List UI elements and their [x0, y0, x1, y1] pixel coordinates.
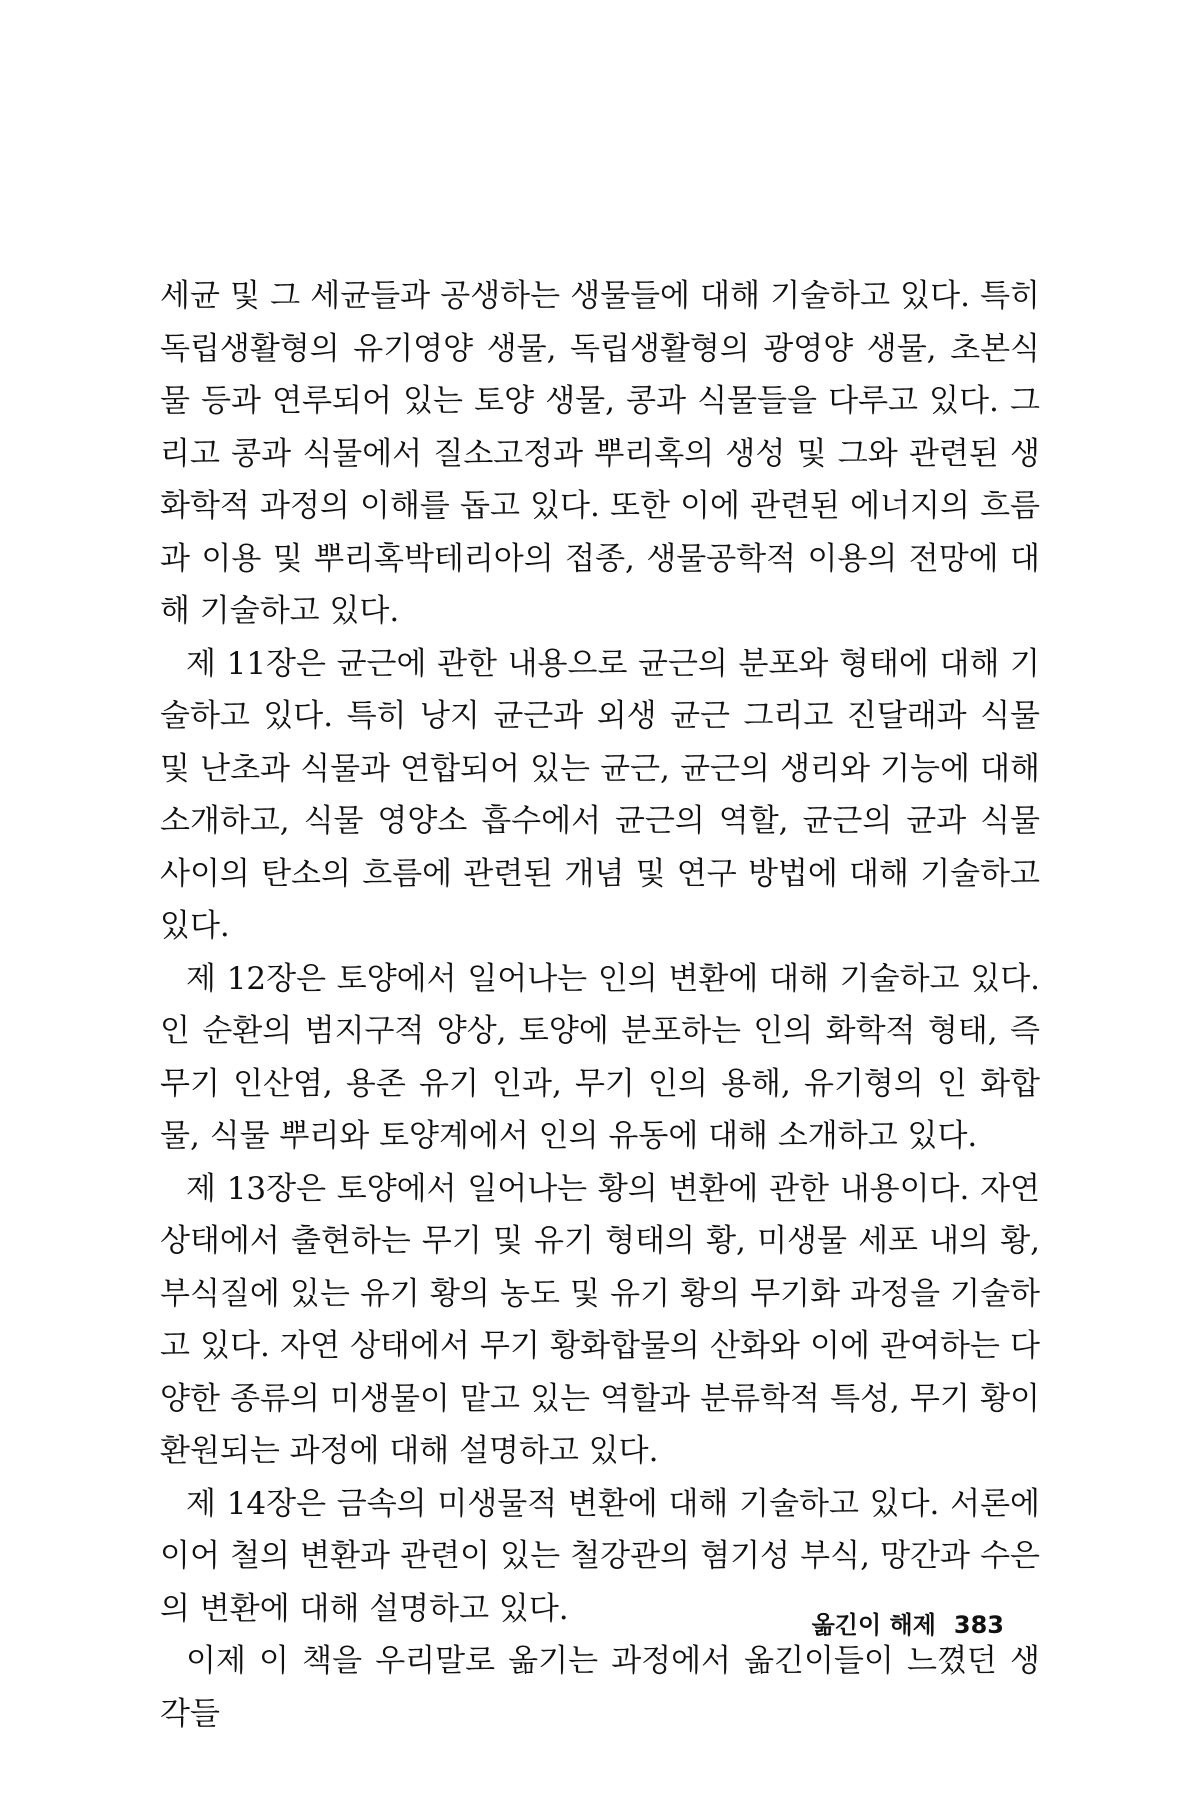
- paragraph-translators-note: 이제 이 책을 우리말로 옮기는 과정에서 옮긴이들이 느꼈던 생각들: [160, 1643, 1040, 1732]
- paragraph-chapter-13: 제 13장은 토양에서 일어나는 황의 변환에 관한 내용이다. 자연 상태에서 출현하는 무기 및 유기 형태의 황, 미생물 세포 내의 황, 부식질에 있는 유기 황의 농도 및 유기 황의 무기화 과정을 기술하고 있다. 자연 상태에서 무기 황화합물의 산화와 이에 관여하는 다양한 종류의 미생물이 맡고 있는 역할과 분류학적 특성, 무기 황이 환원되는 과정에 대해 설명하고 있다.: [160, 1170, 1040, 1469]
- paragraph-chapter-12: 제 12장은 토양에서 일어나는 인의 변환에 대해 기술하고 있다. 인 순환의 범지구적 양상, 토양에 분포하는 인의 화학적 형태, 즉 무기 인산염, 용존 유기 인과, 무기 인의 용해, 유기형의 인 화합물, 식물 뿌리와 토양계에서 인의 유동에 대해 소개하고 있다.: [160, 960, 1040, 1154]
- paragraph-continued: 세균 및 그 세균들과 공생하는 생물들에 대해 기술하고 있다. 특히 독립생활형의 유기영양 생물, 독립생활형의 광영양 생물, 초본식물 등과 연루되어 있는 토양 생물, 콩과 식물들을 다루고 있다. 그리고 콩과 식물에서 질소고정과 뿌리혹의 생성 및 그와 관련된 생화학적 과정의 이해를 돕고 있다. 또한 이에 관련된 에너지의 흐름과 이용 및 뿌리혹박테리아의 접종, 생물공학적 이용의 전망에 대해 기술하고 있다.: [160, 278, 1040, 629]
- body-text: [160, 270, 1040, 1740]
- page-number: 383: [953, 1611, 1004, 1639]
- paragraph-chapter-14: 제 14장은 금속의 미생물적 변환에 대해 기술하고 있다. 서론에 이어 철의 변환과 관련이 있는 철강관의 혐기성 부식, 망간과 수은의 변환에 대해 설명하고 있다.: [160, 1485, 1040, 1627]
- page-footer: [812, 1605, 1004, 1640]
- running-footer-title: 옮긴이 해제: [811, 1611, 936, 1639]
- paragraph-chapter-11: 제 11장은 균근에 관한 내용으로 균근의 분포와 형태에 대해 기술하고 있다. 특히 낭지 균근과 외생 균근 그리고 진달래과 식물 및 난초과 식물과 연합되어 있는 균근, 균근의 생리와 기능에 대해 소개하고, 식물 영양소 흡수에서 균근의 역할, 균근의 균과 식물 사이의 탄소의 흐름에 관련된 개념 및 연구 방법에 대해 기술하고 있다.: [160, 645, 1040, 944]
